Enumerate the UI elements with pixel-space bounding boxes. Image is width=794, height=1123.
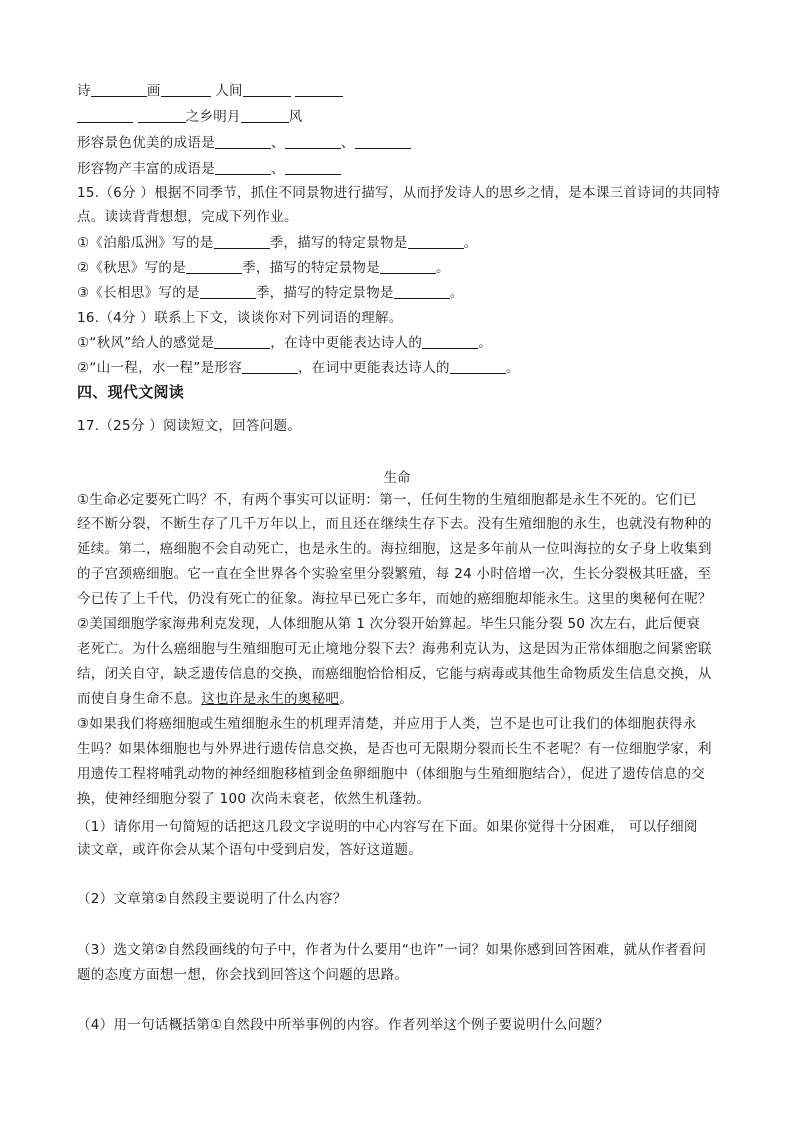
q15-line-1: 15.（6分 ）根据不同季节，抓住不同景物进行描写，从而抒发诗人的思乡之情，是本课三首诗词的共同特 <box>77 185 721 201</box>
p3-line-3: 用遗传工程将哺乳动物的神经细胞移植到金鱼卵细胞中（体细胞与生殖细胞结合），促进了遗传信息的交 <box>77 766 706 782</box>
text: 。 <box>449 285 464 301</box>
blank[interactable] <box>355 134 411 149</box>
blank[interactable] <box>243 82 291 97</box>
blank[interactable] <box>285 160 341 175</box>
question-3-line-1: （3）选文第②自然段画线的句子中，作者为什么要用“也许”一词？如果你感到回答困难，就从作者看问 <box>77 942 707 958</box>
text: 人间 <box>210 83 243 99</box>
text: 形容景色优美的成语是 <box>77 135 215 151</box>
text: ，在诗中更能表达诗人的 <box>270 335 423 351</box>
q15-item-3 <box>77 284 717 302</box>
q17-line: 17.（25分 ）阅读短文，回答问题。 <box>77 418 302 434</box>
fill-line-1 <box>77 82 717 100</box>
underlined-sentence: 这也许是永生的奥秘吧 <box>201 691 340 707</box>
text: 。 <box>478 335 493 351</box>
question-1-line-2: 读文章，或许你会从某个语句中受到启发，答好这道题。 <box>77 842 422 858</box>
q16-item-1 <box>77 334 717 352</box>
blank[interactable] <box>450 359 506 374</box>
blank[interactable] <box>77 108 133 123</box>
q16-item-2 <box>77 359 717 377</box>
blank[interactable] <box>214 334 270 349</box>
q15-line-2: 点。读读背背想想，完成下列作业。 <box>77 209 298 225</box>
text: 、 <box>271 135 285 151</box>
blank[interactable] <box>295 82 343 97</box>
text: 形容物产丰富的成语是 <box>77 161 215 177</box>
question-2: （2）文章第②自然段主要说明了什么内容？ <box>77 891 347 907</box>
text: ②《秋思》写的是 <box>77 260 187 276</box>
section-heading: 四、现代文阅读 <box>77 383 185 401</box>
text: 季，描写的特定景物是 <box>269 235 408 251</box>
blank[interactable] <box>408 234 464 249</box>
text: 、 <box>340 135 355 151</box>
blank[interactable] <box>186 259 242 274</box>
text: 而使自身生命不息。 <box>77 691 202 707</box>
text: ①《泊船瓜洲》写的是 <box>77 235 214 251</box>
text: 风 <box>288 109 303 125</box>
text: 画 <box>146 83 161 99</box>
text: 。 <box>505 360 520 376</box>
text: ③《长相思》写的是 <box>77 285 200 301</box>
blank[interactable] <box>285 134 341 149</box>
p3-line-4: 换，使神经细胞分裂了 100 次尚未衰老，依然生机蓬勃。 <box>77 791 431 807</box>
passage-title: 生命 <box>383 470 411 486</box>
blank[interactable] <box>215 160 271 175</box>
question-4: （4）用一句话概括第①自然段中所举事例的内容。作者列举这个例子要说明什么问题？ <box>77 1017 609 1033</box>
text: 季，描写的特定景物是 <box>255 285 394 301</box>
p2-line-4 <box>77 690 717 708</box>
text: 。 <box>436 260 450 276</box>
p1-line-1: ①生命必定要死亡吗？不，有两个事实可以证明：第一，任何生物的生殖细胞都是永生不死的。它们已 <box>77 492 697 508</box>
q15-item-1 <box>77 234 717 252</box>
blank[interactable] <box>138 108 186 123</box>
fill-line-3 <box>77 134 717 152</box>
blank[interactable] <box>161 82 211 97</box>
blank[interactable] <box>422 334 478 349</box>
blank[interactable] <box>200 284 256 299</box>
q15-item-2 <box>77 259 717 277</box>
p3-line-2: 生吗？如果体细胞也与外界进行遗传信息交换，是否也可无限期分裂而长生不老呢？有一位细胞学家，利 <box>77 741 712 757</box>
p2-line-2: 老死亡。为什么癌细胞与生殖细胞可无止境地分裂下去？海弗利克认为，这是因为正常体细胞之间紧密联 <box>77 641 712 657</box>
text: 。 <box>339 691 354 707</box>
text: 、 <box>271 161 285 177</box>
text: ①“秋风”给人的感觉是 <box>77 335 215 351</box>
text: 诗 <box>77 83 91 99</box>
p1-line-4: 的子宫颈癌细胞。它一直在全世界各个实验室里分裂繁殖，每 24 小时倍增一次，生长分裂极其旺盛，至 <box>77 566 712 582</box>
blank[interactable] <box>214 234 270 249</box>
p2-line-1: ②美国细胞学家海弗利克发现，人体细胞从第 1 次分裂开始算起。毕生只能分裂 50 次左右，此后便衰 <box>77 616 701 632</box>
text: ②“山一程，水一程”是形容 <box>77 360 242 376</box>
text: 之乡明月 <box>185 109 241 125</box>
fill-line-2 <box>77 108 717 126</box>
p3-line-1: ③如果我们将癌细胞或生殖细胞永生的机理弄清楚，并应用于人类，岂不是也可让我们的体细胞获得永 <box>77 716 697 732</box>
blank[interactable] <box>394 284 450 299</box>
fill-line-4 <box>77 160 717 178</box>
text: 。 <box>463 235 478 251</box>
question-3-line-2: 题的态度方面想一想，你会找到回答这个问题的思路。 <box>77 967 409 983</box>
p1-line-2: 经不断分裂，不断生存了几千万年以上，而且还在继续生存下去。没有生殖细胞的永生，也就没有物种的 <box>77 516 712 532</box>
blank[interactable] <box>215 134 271 149</box>
q16-line-1: 16.（4分 ）联系上下文，谈谈你对下列词语的理解。 <box>77 310 403 326</box>
p1-line-5: 今已传了上千代，仍没有死亡的征象。海拉早已死亡多年，而她的癌细胞却能永生。这里的奥秘何在呢？ <box>77 591 712 607</box>
blank[interactable] <box>91 82 147 97</box>
blank[interactable] <box>242 359 298 374</box>
text: ，在词中更能表达诗人的 <box>298 360 450 376</box>
blank[interactable] <box>380 259 436 274</box>
p2-line-3: 结，闭关自守，缺乏遗传信息的交换，而癌细胞恰恰相反，它能与病毒或其他生命物质发生信息交换，从 <box>77 666 712 682</box>
p1-line-3: 延续。第二，癌细胞不会自动死亡，也是永生的。海拉细胞，这是多年前从一位叫海拉的女子身上收集到 <box>77 541 712 557</box>
question-1-line-1: （1）请你用一句简短的话把这几段文字说明的中心内容写在下面。如果你觉得十分困难， 可以仔细阅 <box>77 819 698 835</box>
blank[interactable] <box>241 108 289 123</box>
text: 季，描写的特定景物是 <box>242 260 381 276</box>
